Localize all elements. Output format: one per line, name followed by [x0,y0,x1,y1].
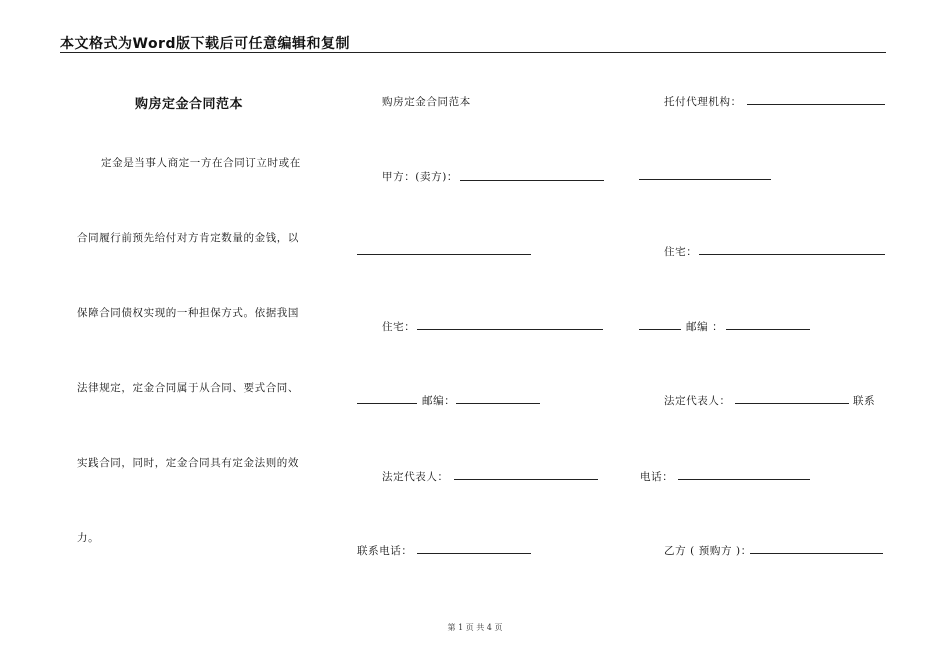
seller-address-blank-2 [357,403,417,404]
agency-postcode-blank [726,329,810,330]
agency-address-blank-2 [639,329,681,330]
agency-legal-rep-label: 法定代表人： [664,395,731,407]
header-divider [60,52,886,53]
agency-address-label: 住宅： [664,246,698,258]
body-line-6: 力。 [77,532,100,544]
agency-contact-label: 联系 [853,395,876,407]
agency-blank-2 [639,179,771,180]
seller-postcode-blank [456,403,540,404]
document-header: 本文格式为Word版下载后可任意编辑和复制 [60,36,350,52]
party-a-label: 甲方：(卖方)： [382,171,458,183]
body-line-5: 实践合同，同时，定金合同具有定金法则的效 [77,457,299,469]
doc-title: 购房定金合同范本 [135,97,244,112]
agency-phone-label: 电话： [640,471,674,483]
col2-title: 购房定金合同范本 [382,96,471,108]
party-b-blank [750,553,883,554]
body-line-3: 保障合同债权实现的一种担保方式。依据我国 [77,307,299,319]
agency-blank [747,104,885,105]
party-a-blank-2 [357,254,531,255]
seller-contact-phone-blank [417,553,531,554]
body-line-1: 定金是当事人商定一方在合同订立时或在 [101,157,301,169]
seller-legal-rep-label: 法定代表人： [382,471,449,483]
agency-legal-rep-blank [735,403,849,404]
party-a-blank [460,180,604,181]
seller-address-blank [417,329,603,330]
agency-postcode-label: 邮编 ： [686,321,724,333]
agency-phone-blank [678,479,810,480]
party-b-label: 乙方 ( 预购方 )： [664,545,752,557]
agency-label: 托付代理机构： [664,96,742,108]
seller-legal-rep-blank [454,479,598,480]
agency-address-blank [699,254,885,255]
seller-postcode-label: 邮编： [422,395,456,407]
body-line-4: 法律规定，定金合同属于从合同、要式合同、 [77,382,299,394]
page-number: 第 1 页 共 4 页 [447,623,503,632]
seller-contact-phone-label: 联系电话： [357,545,413,557]
body-line-2: 合同履行前预先给付对方肯定数量的金钱，以 [77,232,299,244]
seller-address-label: 住宅： [382,321,416,333]
